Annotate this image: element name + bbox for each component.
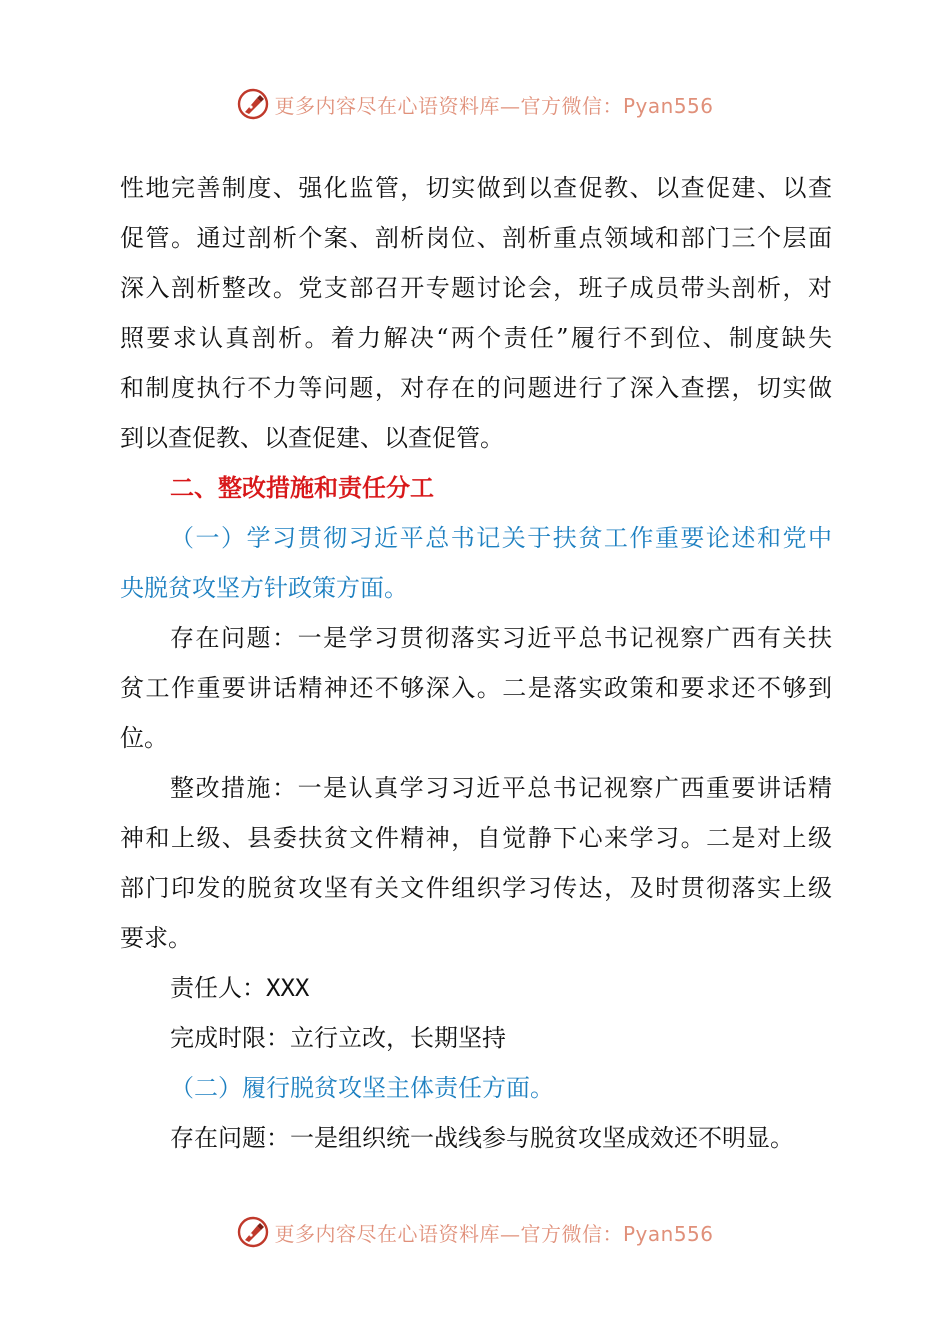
problem-line: 位。 [120,724,168,752]
problem-line: 贫工作重要讲话精神还不够深入。二是落实政策和要求还不够到 [120,674,832,702]
paragraph-line: 深入剖析整改。党支部召开专题讨论会，班子成员带头剖析，对 [120,274,832,302]
responsible-value: XXX [266,974,310,1002]
banner-text: 更多内容尽在心语资料库—官方微信：Pyan556 [274,93,714,118]
subsection-heading-1: （一）学习贯彻习近平总书记关于扶贫工作重要论述和党中 [170,524,832,552]
wechat-id: Pyan556 [622,1221,714,1246]
pen-nib-logo-icon [236,1215,270,1249]
document-body [120,163,832,1163]
subsection-heading-1-cont: 央脱贫攻坚方针政策方面。 [120,574,408,602]
measure-line: 要求。 [120,924,192,952]
paragraph-line: 性地完善制度、强化监管，切实做到以查促教、以查促建、以查 [120,174,832,202]
header-watermark-banner [0,84,950,124]
paragraph-line: 到以查促教、以查促建、以查促管。 [120,424,504,452]
section-heading: 二、整改措施和责任分工 [170,474,434,502]
measure-line: 整改措施：一是认真学习习近平总书记视察广西重要讲话精 [170,774,832,802]
measure-line: 部门印发的脱贫攻坚有关文件组织学习传达，及时贯彻落实上级 [120,874,832,902]
wechat-id: Pyan556 [622,93,714,118]
pen-nib-logo-icon [236,87,270,121]
problem-line: 存在问题：一是组织统一战线参与脱贫攻坚成效还不明显。 [170,1124,794,1152]
footer-watermark-banner [0,1212,950,1252]
paragraph-line: 照要求认真剖析。着力解决“两个责任”履行不到位、制度缺失 [120,324,832,352]
subsection-heading-2: （二）履行脱贫攻坚主体责任方面。 [170,1074,554,1102]
measure-line: 神和上级、县委扶贫文件精神，自觉静下心来学习。二是对上级 [120,824,832,852]
responsible-label: 责任人： [170,974,266,1002]
paragraph-line: 和制度执行不力等问题，对存在的问题进行了深入查摆，切实做 [120,374,832,402]
banner-text: 更多内容尽在心语资料库—官方微信：Pyan556 [274,1221,714,1246]
responsible-person [120,963,832,1013]
deadline: 完成时限：立行立改，长期坚持 [170,1024,506,1052]
paragraph-line: 促管。通过剖析个案、剖析岗位、剖析重点领域和部门三个层面 [120,224,832,252]
problem-line: 存在问题：一是学习贯彻落实习近平总书记视察广西有关扶 [170,624,832,652]
